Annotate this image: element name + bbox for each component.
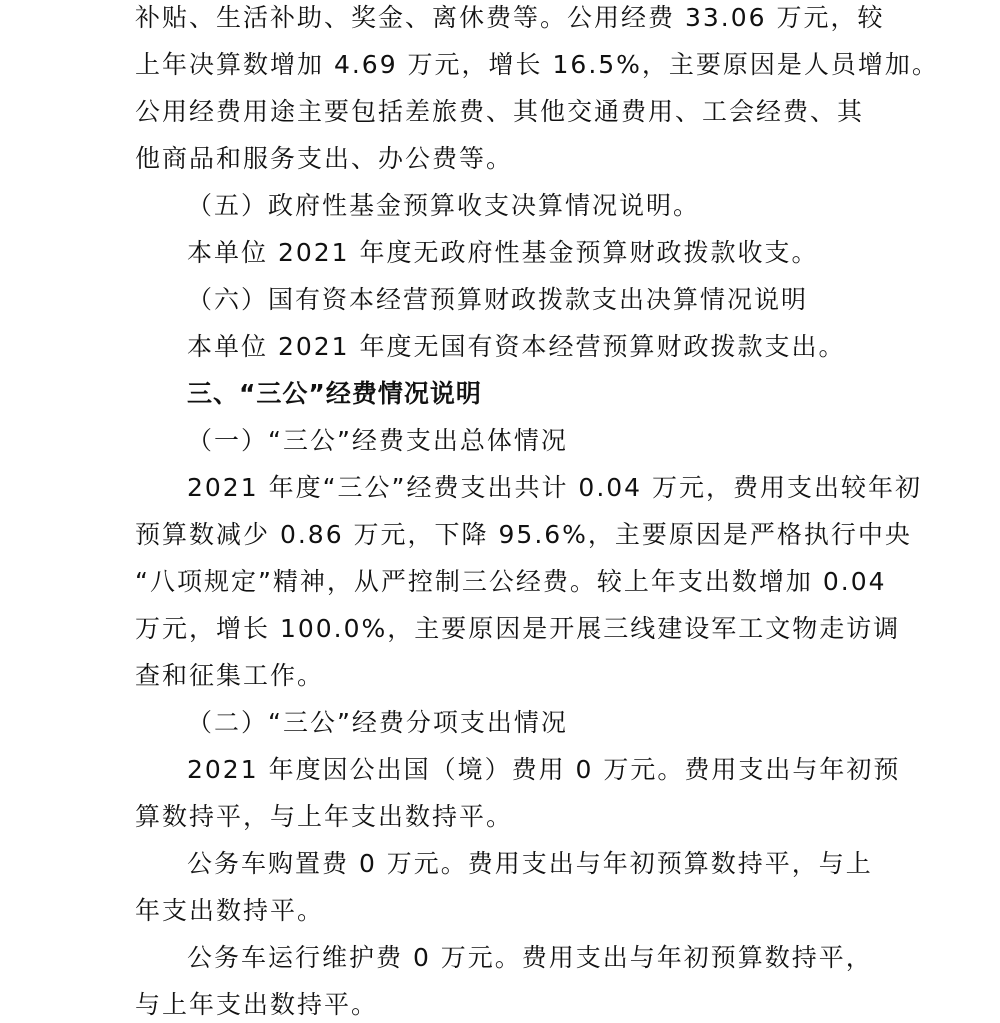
paragraph-line: 本单位 2021 年度无国有资本经营预算财政拨款支出。 <box>187 332 846 361</box>
paragraph-line: 公用经费用途主要包括差旅费、其他交通费用、工会经费、其 <box>135 97 865 126</box>
chapter-heading: 三、“三公”经费情况说明 <box>187 379 482 408</box>
paragraph-line: 查和征集工作。 <box>135 661 325 690</box>
paragraph-line: 补贴、生活补助、奖金、离休费等。公用经费 33.06 万元，较 <box>135 3 885 32</box>
paragraph-line: 公务车购置费 0 万元。费用支出与年初预算数持平，与上 <box>187 849 873 878</box>
paragraph-line: 上年决算数增加 4.69 万元，增长 16.5%，主要原因是人员增加。 <box>135 50 939 79</box>
subsection-heading: （二）“三公”经费分项支出情况 <box>187 708 568 737</box>
paragraph-line: 公务车运行维护费 0 万元。费用支出与年初预算数持平， <box>187 943 873 972</box>
paragraph-line: 年支出数持平。 <box>135 896 325 925</box>
paragraph-line: 算数持平，与上年支出数持平。 <box>135 802 514 831</box>
paragraph-line: 与上年支出数持平。 <box>135 990 379 1019</box>
paragraph-line: 2021 年度因公出国（境）费用 0 万元。费用支出与年初预 <box>187 755 901 784</box>
paragraph-line: 预算数减少 0.86 万元，下降 95.6%，主要原因是严格执行中央 <box>135 520 912 549</box>
section-heading: （六）国有资本经营预算财政拨款支出决算情况说明 <box>187 285 809 314</box>
paragraph-line: 2021 年度“三公”经费支出共计 0.04 万元，费用支出较年初 <box>187 473 923 502</box>
subsection-heading: （一）“三公”经费支出总体情况 <box>187 426 568 455</box>
paragraph-line: 本单位 2021 年度无政府性基金预算财政拨款收支。 <box>187 238 819 267</box>
section-heading: （五）政府性基金预算收支决算情况说明。 <box>187 191 701 220</box>
paragraph-line: 他商品和服务支出、办公费等。 <box>135 144 514 173</box>
paragraph-line: “八项规定”精神，从严控制三公经费。较上年支出数增加 0.04 <box>135 567 887 596</box>
paragraph-line: 万元，增长 100.0%，主要原因是开展三线建设军工文物走访调 <box>135 614 901 643</box>
